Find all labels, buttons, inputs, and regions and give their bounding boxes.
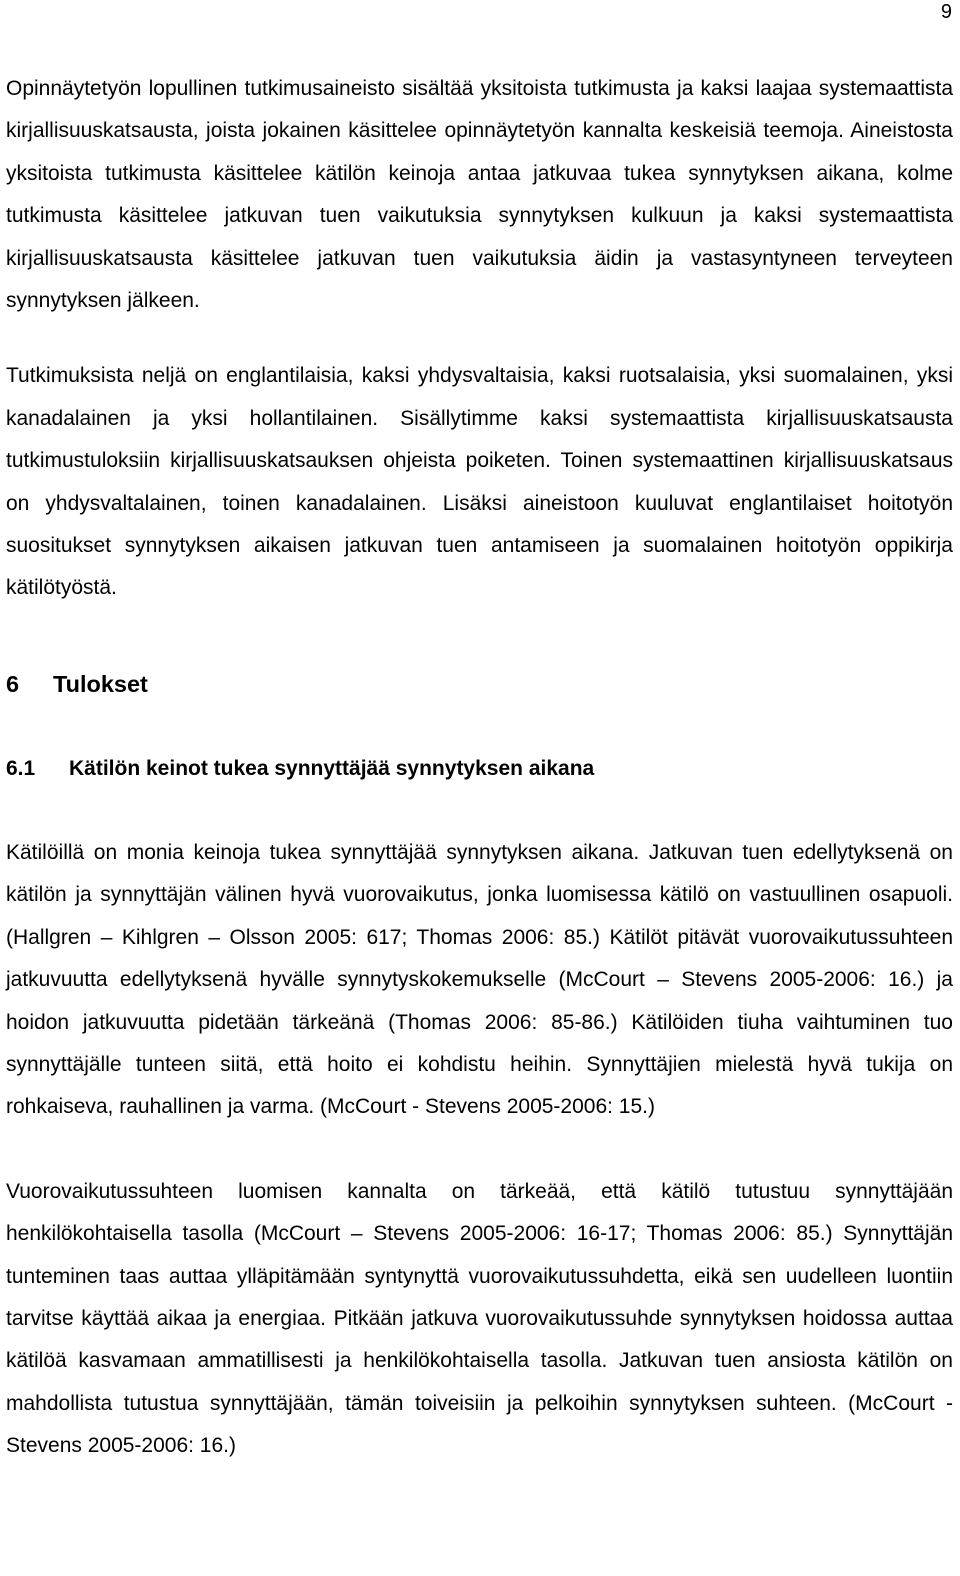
subsection-title: Kätilön keinot tukea synnyttäjää synnytyksen aikana	[69, 756, 595, 780]
paragraph-interaction-relationship: Vuorovaikutussuhteen luomisen kannalta on tärkeää, että kätilö tutustuu synnyttäjään henkilökohtaisella tasolla (McCourt – Stevens 2005-2006: 16-17; Thomas 2006: 85.) Synnyttäjän tunteminen taas auttaa ylläpitämään syntynyttä vuorovaikutussuhdetta, eikä sen uudelleen luontiin tarvitse käyttää aikaa ja energiaa. Pitkään jatkuva vuorovaikutussuhde synnytyksen hoidossa auttaa kätilöä kasvamaan ammatillisesti ja henkilökohtaisella tasolla. Jatkuvan tuen ansiosta kätilön on mahdollista tutustua synnyttäjään, tämän toiveisiin ja pelkoihin synnytyksen suhteen. (McCourt - Stevens 2005-2006: 16.)	[6, 1179, 953, 1458]
subsection-heading	[6, 749, 953, 789]
section-number: 6	[6, 670, 20, 697]
page-number: 9	[940, 1, 952, 23]
paragraph-research-material: Opinnäytetyön lopullinen tutkimusaineisto sisältää yksitoista tutkimusta ja kaksi laajaa systemaattista kirjallisuuskatsausta, joista jokainen käsittelee opinnäytetyön kannalta keskeisiä teemoja. Aineistosta yksitoista tutkimusta käsittelee kätilön keinoja antaa jatkuvaa tukea synnytyksen aikana, kolme tutkimusta käsittelee jatkuvan tuen vaikutuksia synnytyksen kulkuun ja kaksi systemaattista kirjallisuuskatsausta käsittelee jatkuvan tuen vaikutuksia äidin ja vastasyntyneen terveyteen synnytyksen jälkeen.	[6, 77, 953, 313]
section-heading-results	[6, 664, 953, 704]
subsection-number: 6.1	[6, 756, 36, 780]
section-title: Tulokset	[53, 670, 148, 697]
paragraph-support-methods: Kätilöillä on monia keinoja tukea synnyttäjää synnytyksen aikana. Jatkuvan tuen edellytyksenä on kätilön ja synnyttäjän välinen hyvä vuorovaikutus, jonka luomisessa kätilö on vastuullinen osapuoli. (Hallgren – Kihlgren – Olsson 2005: 617; Thomas 2006: 85.) Kätilöt pitävät vuorovaikutussuhteen jatkuvuutta edellytyksenä hyvälle synnytyskokemukselle (McCourt – Stevens 2005-2006: 16.) ja hoidon jatkuvuutta pidetään tärkeänä (Thomas 2006: 85-86.) Kätilöiden tiuha vaihtuminen tuo synnyttäjälle tunteen siitä, että hoito ei kohdistu heihin. Synnyttäjien mielestä hyvä tukija on rohkaiseva, rauhallinen ja varma. (McCourt - Stevens 2005-2006: 15.)	[6, 840, 953, 1119]
paragraph-study-origins: Tutkimuksista neljä on englantilaisia, kaksi yhdysvaltaisia, kaksi ruotsalaisia, yksi suomalainen, yksi kanadalainen ja yksi hollantilainen. Sisällytimme kaksi systemaattista kirjallisuuskatsausta tutkimustuloksiin kirjallisuuskatsauksen ohjeista poiketen. Toinen systemaattinen kirjallisuuskatsaus on yhdysvaltalainen, toinen kanadalainen. Lisäksi aineistoon kuuluvat englantilaiset hoitotyön suositukset synnytyksen aikaisen jatkuvan tuen antamiseen ja suomalainen hoitotyön oppikirja kätilötyöstä.	[6, 364, 953, 600]
document-body	[6, 68, 953, 1468]
